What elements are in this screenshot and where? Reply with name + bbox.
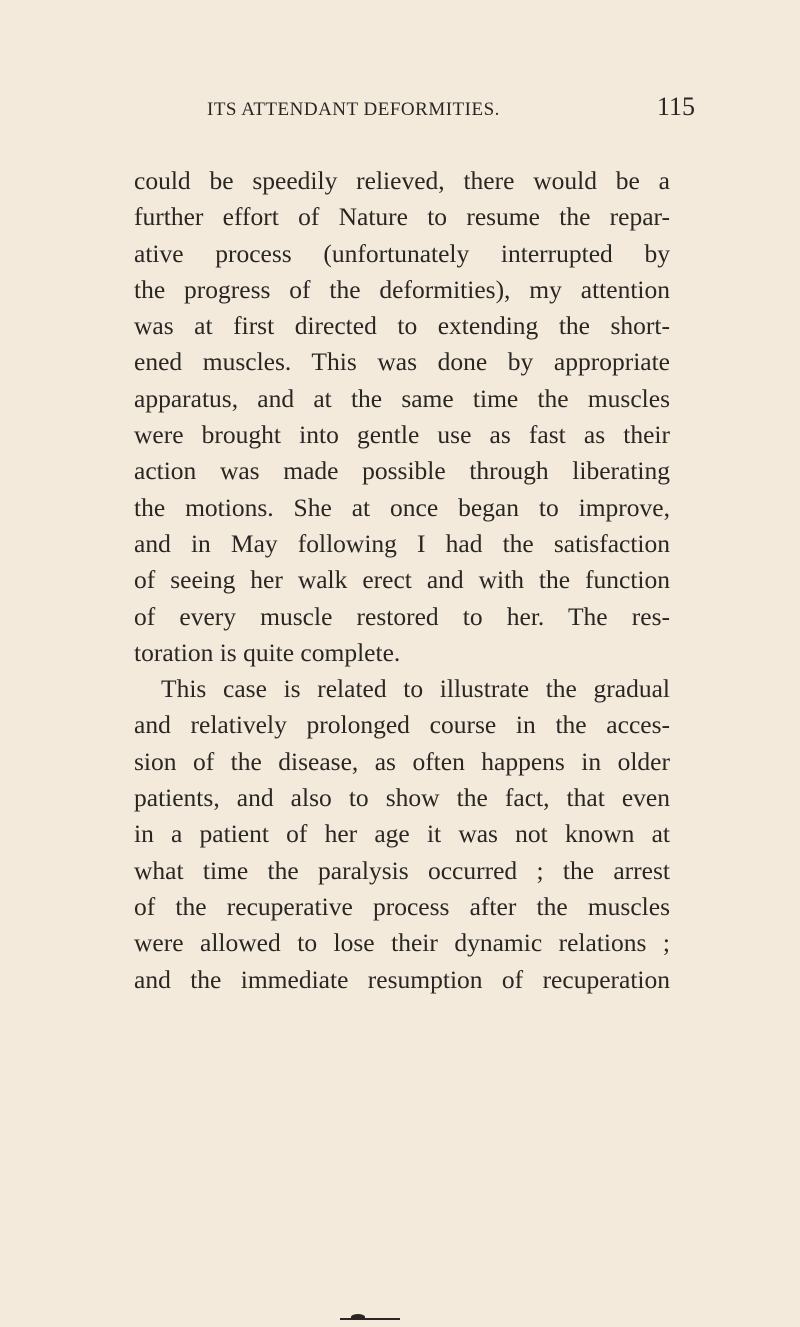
text-line: further effort of Nature to resume the repar-: [134, 202, 670, 232]
text-line: apparatus, and at the same time the muscles: [134, 383, 670, 413]
text-line: and in May following I had the satisfaction: [134, 528, 670, 558]
text-line: what time the paralysis occurred ; the arrest: [134, 855, 670, 885]
page-number: 115: [657, 92, 696, 121]
text-line: the motions. She at once began to improve,: [134, 492, 670, 522]
text-line: the progress of the deformities), my attention: [134, 274, 670, 304]
text-line: and the immediate resumption of recuperation: [134, 964, 670, 994]
text-line: of the recuperative process after the muscles: [134, 891, 670, 921]
running-head: ITS ATTENDANT DEFORMITIES.: [207, 99, 500, 120]
text-line: action was made possible through liberating: [134, 456, 670, 486]
paragraph-last-line: toration is quite complete.: [134, 637, 401, 667]
text-line: in a patient of her age it was not known at: [134, 819, 670, 849]
text-line: was at first directed to extending the short-: [134, 311, 670, 341]
page-bottom-mark: [340, 1318, 400, 1320]
paragraph-first-line: This case is related to illustrate the gradual: [161, 674, 670, 704]
text-line: ative process (unfortunately interrupted by: [134, 238, 670, 268]
text-line: of seeing her walk erect and with the function: [134, 565, 670, 595]
text-line: were brought into gentle use as fast as their: [134, 420, 670, 450]
text-line: sion of the disease, as often happens in older: [134, 746, 670, 776]
text-line: could be speedily relieved, there would be a: [134, 166, 670, 195]
text-line: ened muscles. This was done by appropriate: [134, 347, 670, 377]
body-text: [134, 163, 670, 998]
text-line: were allowed to lose their dynamic relations ;: [134, 928, 670, 958]
text-line: patients, and also to show the fact, that even: [134, 783, 670, 813]
text-line: of every muscle restored to her. The res-: [134, 601, 670, 631]
text-line: and relatively prolonged course in the acces-: [134, 710, 670, 740]
